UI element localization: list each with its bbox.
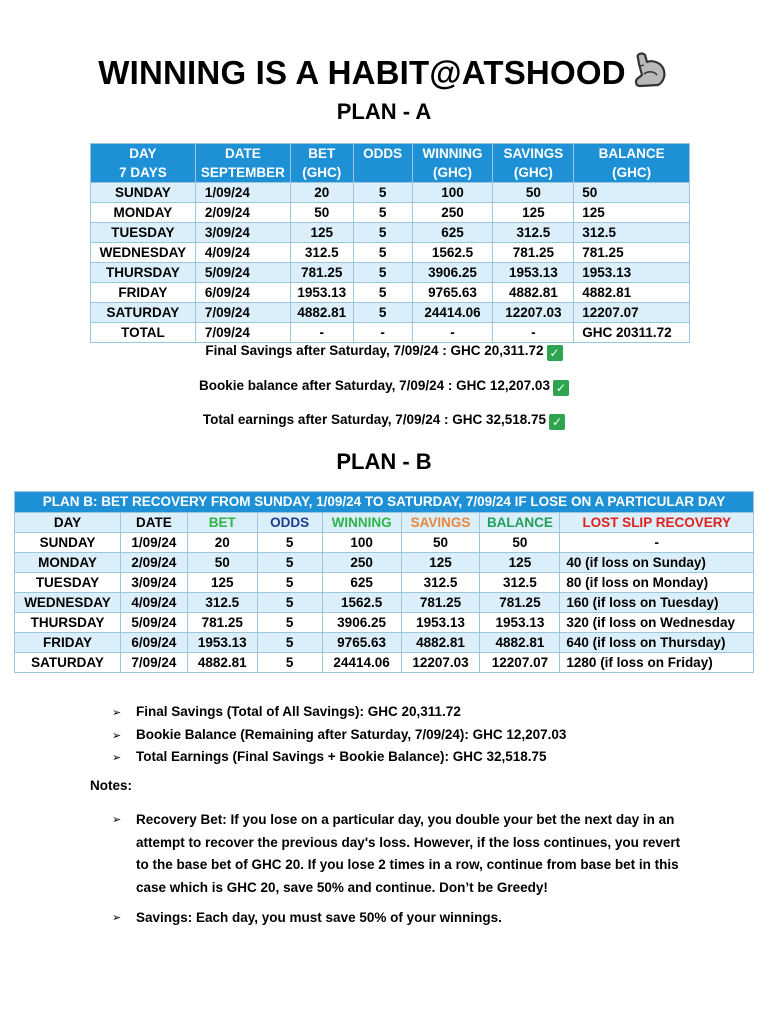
cell-balance: 50 — [480, 533, 560, 553]
cell-bet: 312.5 — [290, 243, 353, 263]
cell-bet: 50 — [290, 203, 353, 223]
plan-a-table-body — [91, 183, 690, 343]
cell-date: 6/09/24 — [120, 633, 187, 653]
table-row — [15, 613, 754, 633]
cell-balance: 4882.81 — [480, 633, 560, 653]
cell-odds: - — [353, 323, 412, 343]
cell-winning: 1562.5 — [412, 243, 493, 263]
summary-text: Total Earnings (Final Savings + Bookie Balance): GHC 32,518.75 — [136, 749, 547, 764]
plan-b-header-lost-slip-recovery: LOST SLIP RECOVERY — [560, 513, 754, 533]
cell-day: SATURDAY — [15, 653, 121, 673]
cell-savings: - — [493, 323, 574, 343]
cell-bet: 20 — [290, 183, 353, 203]
cell-odds: 5 — [257, 653, 322, 673]
cell-date: 3/09/24 — [120, 573, 187, 593]
check-mark-icon: ✓ — [547, 345, 563, 361]
cell-day: WEDNESDAY — [15, 593, 121, 613]
cell-date: 4/09/24 — [120, 593, 187, 613]
cell-bet: 781.25 — [290, 263, 353, 283]
plan-a-header-day: DAY 7 DAYS — [91, 144, 196, 183]
arrow-bullet-icon: ➢ — [112, 912, 122, 924]
cell-balance: 781.25 — [574, 243, 690, 263]
cell-date: 1/09/24 — [120, 533, 187, 553]
cell-winning: - — [412, 323, 493, 343]
cell-winning: 250 — [412, 203, 493, 223]
plan-a-header-winning: WINNING (GHC) — [412, 144, 493, 183]
table-row — [15, 533, 754, 553]
cell-winning: 9765.63 — [412, 283, 493, 303]
plan-b-header-odds: ODDS — [257, 513, 322, 533]
cell-lost-slip-recovery: 40 (if loss on Sunday) — [560, 553, 754, 573]
cell-savings: 50 — [401, 533, 480, 553]
cell-day: WEDNESDAY — [91, 243, 196, 263]
table-row — [15, 553, 754, 573]
cell-savings: 1953.13 — [401, 613, 480, 633]
cell-bet: 20 — [187, 533, 257, 553]
table-row — [91, 283, 690, 303]
summary-text: Final Savings (Total of All Savings): GHC 20,311.72 — [136, 704, 461, 719]
table-row — [91, 203, 690, 223]
cell-day: TOTAL — [91, 323, 196, 343]
cell-day: TUESDAY — [15, 573, 121, 593]
plan-a-header-odds: ODDS — [353, 144, 412, 183]
cell-savings: 312.5 — [401, 573, 480, 593]
plan-b-header-winning: WINNING — [322, 513, 401, 533]
cell-lost-slip-recovery: 640 (if loss on Thursday) — [560, 633, 754, 653]
page-title — [0, 54, 768, 94]
cell-balance: 12207.07 — [574, 303, 690, 323]
plan-a-heading: PLAN - A — [336, 99, 432, 124]
cell-date: 2/09/24 — [195, 203, 290, 223]
cell-bet: 1953.13 — [187, 633, 257, 653]
check-mark-icon: ✓ — [549, 414, 565, 430]
table-row — [15, 593, 754, 613]
plan-a-total-earnings-text: Total earnings after Saturday, 7/09/24 : GHC 32,518.75 — [202, 412, 547, 427]
note-recovery-bet — [112, 809, 696, 899]
cell-winning: 625 — [412, 223, 493, 243]
cell-savings: 1953.13 — [493, 263, 574, 283]
cell-day: FRIDAY — [15, 633, 121, 653]
table-row — [91, 223, 690, 243]
cell-day: THURSDAY — [91, 263, 196, 283]
cell-balance: 1953.13 — [574, 263, 690, 283]
note-savings — [112, 907, 696, 930]
plan-b-header-day: DAY — [15, 513, 121, 533]
cell-day: THURSDAY — [15, 613, 121, 633]
plan-a-total-earnings — [0, 412, 768, 430]
cell-bet: - — [290, 323, 353, 343]
cell-date: 7/09/24 — [195, 303, 290, 323]
flexed-biceps-icon — [630, 52, 670, 90]
plan-a-header-date: DATE SEPTEMBER — [195, 144, 290, 183]
table-row — [15, 573, 754, 593]
cell-odds: 5 — [257, 633, 322, 653]
cell-balance: 12207.07 — [480, 653, 560, 673]
plan-b-summary-list — [112, 701, 566, 769]
cell-lost-slip-recovery: 320 (if loss on Wednesday — [560, 613, 754, 633]
cell-lost-slip-recovery: 80 (if loss on Monday) — [560, 573, 754, 593]
cell-savings: 4882.81 — [401, 633, 480, 653]
cell-savings: 12207.03 — [401, 653, 480, 673]
cell-lost-slip-recovery: - — [560, 533, 754, 553]
plan-a-table — [90, 143, 690, 343]
cell-balance: 125 — [574, 203, 690, 223]
cell-winning: 1562.5 — [322, 593, 401, 613]
cell-savings: 4882.81 — [493, 283, 574, 303]
cell-lost-slip-recovery: 1280 (if loss on Friday) — [560, 653, 754, 673]
note-text: Savings: Each day, you must save 50% of your winnings. — [136, 910, 502, 925]
cell-date: 5/09/24 — [195, 263, 290, 283]
cell-winning: 3906.25 — [412, 263, 493, 283]
table-row — [91, 243, 690, 263]
list-item — [112, 724, 566, 747]
cell-savings: 50 — [493, 183, 574, 203]
cell-day: FRIDAY — [91, 283, 196, 303]
plan-b-header-savings: SAVINGS — [401, 513, 480, 533]
cell-bet: 125 — [290, 223, 353, 243]
cell-day: SATURDAY — [91, 303, 196, 323]
plan-a-final-savings-text: Final Savings after Saturday, 7/09/24 : GHC 20,311.72 — [205, 343, 544, 358]
cell-winning: 100 — [412, 183, 493, 203]
cell-day: SUNDAY — [15, 533, 121, 553]
cell-winning: 3906.25 — [322, 613, 401, 633]
table-row — [15, 653, 754, 673]
cell-date: 5/09/24 — [120, 613, 187, 633]
arrow-bullet-icon: ➢ — [112, 814, 122, 826]
cell-winning: 24414.06 — [412, 303, 493, 323]
summary-text: Bookie Balance (Remaining after Saturday, 7/09/24): GHC 12,207.03 — [136, 726, 567, 742]
cell-day: MONDAY — [15, 553, 121, 573]
arrow-bullet-icon: ➢ — [112, 707, 122, 719]
cell-savings: 12207.03 — [493, 303, 574, 323]
notes-label: Notes: — [90, 778, 133, 793]
cell-savings: 781.25 — [401, 593, 480, 613]
cell-winning: 625 — [322, 573, 401, 593]
cell-balance: 1953.13 — [480, 613, 560, 633]
cell-bet: 50 — [187, 553, 257, 573]
cell-odds: 5 — [257, 593, 322, 613]
plan-b-header-bet: BET — [187, 513, 257, 533]
table-row — [91, 263, 690, 283]
cell-odds: 5 — [353, 263, 412, 283]
cell-bet: 312.5 — [187, 593, 257, 613]
cell-odds: 5 — [257, 533, 322, 553]
table-row — [91, 303, 690, 323]
list-item — [112, 746, 566, 769]
cell-odds: 5 — [257, 553, 322, 573]
plan-a-header-row — [91, 144, 690, 183]
plan-b-banner: PLAN B: BET RECOVERY FROM SUNDAY, 1/09/24 TO SATURDAY, 7/09/24 IF LOSE ON A PARTICULAR DAY — [15, 492, 754, 513]
list-item — [112, 701, 566, 724]
cell-savings: 312.5 — [493, 223, 574, 243]
plan-b-table — [14, 491, 754, 673]
plan-a-final-savings — [0, 343, 768, 361]
cell-bet: 125 — [187, 573, 257, 593]
cell-odds: 5 — [353, 303, 412, 323]
plan-a-header-savings: SAVINGS (GHC) — [493, 144, 574, 183]
arrow-bullet-icon: ➢ — [112, 729, 122, 742]
cell-date: 2/09/24 — [120, 553, 187, 573]
cell-winning: 100 — [322, 533, 401, 553]
cell-date: 4/09/24 — [195, 243, 290, 263]
cell-bet: 4882.81 — [290, 303, 353, 323]
cell-savings: 125 — [493, 203, 574, 223]
arrow-bullet-icon: ➢ — [112, 752, 122, 764]
cell-balance: 312.5 — [574, 223, 690, 243]
cell-balance: 781.25 — [480, 593, 560, 613]
table-row — [91, 323, 690, 343]
cell-odds: 5 — [353, 223, 412, 243]
plan-a-bookie-balance-text: Bookie balance after Saturday, 7/09/24 : GHC 12,207.03 — [199, 378, 550, 393]
cell-winning: 250 — [322, 553, 401, 573]
cell-odds: 5 — [353, 283, 412, 303]
cell-savings: 781.25 — [493, 243, 574, 263]
cell-savings: 125 — [401, 553, 480, 573]
cell-balance: 312.5 — [480, 573, 560, 593]
plan-a-bookie-balance — [0, 378, 768, 396]
cell-date: 7/09/24 — [120, 653, 187, 673]
check-mark-icon: ✓ — [553, 380, 569, 396]
cell-date: 1/09/24 — [195, 183, 290, 203]
plan-b-heading: PLAN - B — [336, 449, 432, 474]
cell-balance: 4882.81 — [574, 283, 690, 303]
cell-odds: 5 — [353, 183, 412, 203]
plan-b-banner-row — [15, 492, 754, 513]
plan-a-header-balance: BALANCE (GHC) — [574, 144, 690, 183]
plan-b-header-date: DATE — [120, 513, 187, 533]
cell-winning: 9765.63 — [322, 633, 401, 653]
cell-bet: 4882.81 — [187, 653, 257, 673]
cell-date: 7/09/24 — [195, 323, 290, 343]
cell-balance: 125 — [480, 553, 560, 573]
cell-winning: 24414.06 — [322, 653, 401, 673]
cell-day: TUESDAY — [91, 223, 196, 243]
table-row — [15, 633, 754, 653]
cell-odds: 5 — [257, 613, 322, 633]
note-text: Recovery Bet: If you lose on a particular day, you double your bet the next day in an attempt to recover the previous day's loss. However, if the loss continues, you revert to the base bet of GHC 20. If you lose 2 times in a row, continue from base bet in this case which is GHC 20, save 50% and continue. Don’t be Greedy! — [136, 812, 681, 895]
cell-lost-slip-recovery: 160 (if loss on Tuesday) — [560, 593, 754, 613]
plan-b-header-row — [15, 513, 754, 533]
plan-a-header-bet: BET (GHC) — [290, 144, 353, 183]
cell-day: SUNDAY — [91, 183, 196, 203]
plan-b-header-balance: BALANCE — [480, 513, 560, 533]
table-row — [91, 183, 690, 203]
cell-odds: 5 — [257, 573, 322, 593]
cell-odds: 5 — [353, 203, 412, 223]
cell-odds: 5 — [353, 243, 412, 263]
cell-balance: 50 — [574, 183, 690, 203]
cell-bet: 1953.13 — [290, 283, 353, 303]
plan-b-table-body — [15, 533, 754, 673]
page-title-text: WINNING IS A HABIT@ATSHOOD — [98, 54, 626, 91]
cell-date: 3/09/24 — [195, 223, 290, 243]
cell-balance: GHC 20311.72 — [574, 323, 690, 343]
cell-date: 6/09/24 — [195, 283, 290, 303]
cell-day: MONDAY — [91, 203, 196, 223]
cell-bet: 781.25 — [187, 613, 257, 633]
